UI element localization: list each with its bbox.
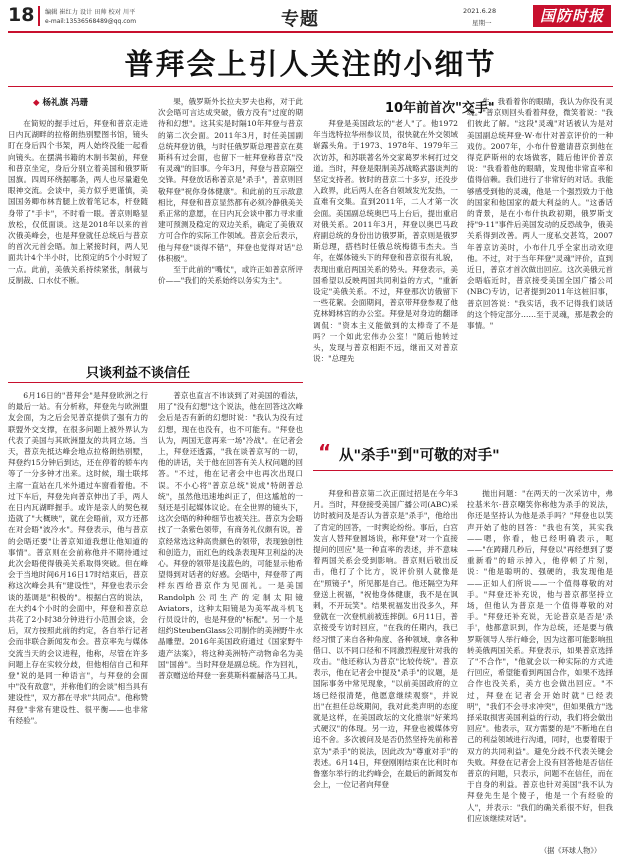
newspaper-masthead-logo: 国防时报 <box>533 5 611 27</box>
subheading-interests: 只谈利益不谈信任 <box>86 366 191 381</box>
quote-icon: “ <box>318 440 332 464</box>
subheading-rule <box>313 470 613 471</box>
source-signature: （据《环球人物》） <box>540 846 602 855</box>
article-headline: 普拜会上引人关注的小细节 <box>124 47 497 81</box>
subheading-killer-to-rival: 从"杀手"到"可敬的对手" <box>339 448 500 464</box>
article-column-4-bottom <box>467 488 613 858</box>
subheading-first-encounter: 10年前首次"交手" <box>385 101 495 116</box>
issue-date: 2021.6.28 <box>463 7 497 15</box>
subheading-rule <box>8 382 303 383</box>
editor-credits: 编辑 崔红力 设计 田帅 校对 川平 <box>45 9 136 16</box>
paragraph: 拜登是美国政坛的"老人"了。他1972年当选特拉华州参议员，很快就在外交领域崭露头角。于1973、1978年、1979年三次访苏，和苏联著名外交家葛罗米柯打过交道。当时，拜登是限制美苏战略武器谈判的坚定支持者。彼时的普京二十多岁，还没步入政界，此后两人在各自领域发光发热，一直难有交集。直到2011年，二人才第一次会面。美国副总统奥巴马上台后，提出重启对俄关系。2011年3月，拜登以奥巴马政府副总统的身份出访俄罗斯，普京则是俄罗斯总理，搭档时任俄总统梅德韦杰夫。当年，在媒体镜头下的拜登和普京很有礼貌，表现出重启两国关系的势头。拜登表示，美国希望以反映两国共同利益的方式，"重新设定"美俄关系。不过，拜登那次访俄留下一些花絮。会面期间，普京带拜登参观了他克林姆林宫的办公室。拜登是对身边的翻译调侃："资本主义能做到的太棒奇了不是吗？一个如此宏伟办公室！"随后他转过头，发现与普京相距不远，继而又对普京说："总理先 <box>313 119 458 364</box>
article-column-2-top <box>158 96 303 354</box>
issue-weekday: 星期一 <box>472 19 492 27</box>
byline <box>33 96 88 108</box>
article-column-2-bottom <box>158 390 303 858</box>
header-rule <box>8 31 613 33</box>
article-column-1-top <box>8 118 148 354</box>
page-header <box>0 0 621 44</box>
paragraph: 抛出问题："在两天的一次采访中，弗拉基米尔·普京嘲笑你称他为杀手的说法，你还是坚持认为他是杀手吗？"拜登也以笑声开始了他的回答："我也有笑，其实我——嗯，你看，他已经明确表示，呃——"在踌躇几秒后，拜登以"再经想到了要重新看"的暗示掉入，他停顿了片刻，说："他是聪明的、强硬的，我发现他是——正如人们所说——一个值得尊敬的对手。"拜登还补充说，他与普京都坚持立场，但他认为普京是一个值得尊敬的对手。"拜登还补充说，无论普京是否是'杀手'，他都意识到，作为总统，还是要与俄罗斯领导人举行峰会，因为这都可能影响扭转美俄两国关系。拜登表示，如果普京选择了"不合作"，"他就会以一种实际的方式进行回应，希望能看到两国合作，如果不选择合作也没关系，美方也会做出回应。"不过，拜登在记者会开始时就"已经表明"，"我们不会寻求冲突"，但如果俄方"选择采取损害美国利益的行动，我们将会做出回应"。他表示，双方需要的是"不断地在自己的利益领域进行沟通，同时，也要着眼于双方的共同利益"。避免分歧不代表关键会失败。拜登在记者会上没有回答他是否信任普京的问题，只表示，问题不在信任，而在于自身的利益。普京也针对美国"我不认为拜登先生是个傻子，他是一个有经验的人"，并表示："我们的确关系很不好，但我们应该继续对话"。 <box>467 489 613 823</box>
byline-authors: 杨礼旗 冯珊 <box>42 98 89 108</box>
paragraph: 果，俄罗斯外长拉夫罗夫也称，对于此次会晤可言达成突破，俄方没有"过度的期待和幻想"。这其实是时隔10年拜登与普京的第二次会面。2011年3月，时任美国副总统拜登访俄，与时任俄罗斯总理普京在莫斯科有过会面，也留下一桩拜登称普京"没有灵魂"的旧事。今年3月，拜登与普京隔空交锋。拜登放话称普京是"杀手"，普京则回敬拜登"祝你身体健康"。和此前的互示敌意相比，拜登和普京显然都有必须冷静俄美关系正常的意愿，在日内瓦会谈中都力寻求重建可预测及稳定的双边关系，确定了美俄双方可合作的实际工作领域。普京会后表示，他与拜登"谈得不错"，拜登也觉得对话"总体积极"。 <box>158 97 303 263</box>
paragraph: 至于此前的"嘴仗"，或许正如普京所评价——"我们的关系始终以务实为主"。 <box>158 265 303 286</box>
diamond-icon: ◆ <box>33 98 40 108</box>
paragraph: 拜登和普京第二次正面过招是在今年3月。当时，拜登接受美国广播公司(ABC)采访时被问及是否认为普京是"杀手"，他给出了肯定的回答，一时舆论纷纷。事后，白宫发言人替拜登圆场说，称拜登"对一个直接提问的回应"是一种直率的表述，并不意味着两国关系会受到影响。普京则后敬出反击，他打了个比方，说评价别人就像是在"照镜子"，所见都是自己。他还隔空为拜登送上祝福，"祝他身体健康，我不是在讽刺，不开玩笑"。结果祝福发出没多久，拜登就在一次登机前被连摔倒。6月11日，普京接受专访时回应，"在我的任期内，我已经习惯了来自各种角度、各种领域、拿各种借口、以不同口径和不同激烈程度针对我的攻击。"他还称认为普京"比较传统"。普京表示，他在记者会中提及"杀手"的议题，是国际事务中常见现象，"以前美国政府的立场已经很清楚，他愿意继续观察"，并说出"在担任总统期间，我对此类声明的态度就是这样，在美国政坛的文化推崇"好莱坞式硬汉"的体现。另一边，拜登也被媒体穷追不舍。多次被问及是否仍然坚持先前称普京为"杀手"的说法，因此改为"尊重对手"的表述。6月14日，拜登刚刚结束在比利时布鲁塞尔举行的北约峰会，在最后的新闻发布会上，一位记者向拜登 <box>313 489 458 790</box>
article-column-3-bottom <box>313 488 458 858</box>
paragraph: 生，我看着你的眼睛，我认为你没有灵魂。"普京则回头看着拜登，微笑着说："我们彼此了解。"这段"灵魂"对话被认为是对美国副总统拜登·W·布什对普京评价的一种戏仿。2007年，小布什曾邀请普京到他在得克萨斯州的农场做客，随后他评价普京说："我看着他的眼睛，发现他非常直率和值得信赖。我们进行了非常好的对话。我能够感受到他的灵魂，他是一个强烈致力于他的国家和他国家的最大利益的人。"这番话的背景，是在小布什执政初期，俄罗斯支持"9·11"事件后美国发动的反恐战争，俄美关系得到改善。两人一度私交甚笃，2007年普京访美时，小布什几乎全家出动欢迎他。不过，对于当年拜登"灵魂"评价，直到近日，普京才首次做出回应。这次美俄元首会晤临近时，普京接受美国全国广播公司(NBC)专访，记者提到2011年这桩旧事，普京回答说："我实话，我不记得我们谈话的这个特定部分……至于灵魂，那是教会的事情。" <box>467 97 613 331</box>
paragraph: 6月16日的"普拜会"是拜登欧洲之行的最后一站。有分析称，拜登先与欧洲盟友会面，为之后会见普京提供了强有力的联盟外交支撑，在很多问题上被外界认为代表了美国与其欧洲盟友的共同立场。当天，普京先抵达峰会地点拉格朗热别墅，拜登约15分钟后到达，还在停着的轿车内等了一分多钟才出来。这时候，瑞士联邦主席一直站在几米外通过车窗看着他。不过下车后，拜登先向普京伸出了手，两人在日内瓦湖畔握手。或许是亲人的契色视造就了"大概映"，就在会晤前，双方还都在对会晤"波冷水"。拜登表示，他与普京的会晤还要"让普京知道我想让他知道的事情"。普京则在会前称他并不期待通过此次会晤使得俄美关系取得突破。但在峰会于当地时间6月16日17时结束后，普京称这次峰会具有"建设性"，拜登也表示会谈的基调是"积极的"。根据白宫的说法，在大约4个小时的会面中，拜登和普京总共花了2小时38分钟进行小范围会谈，会后，双方按照此前的约定，各自举行记者会而非联合新闻发布会。普京率先与媒体交流当天的会议进程，他称，尽管在许多问题上存在实较分歧，但他相信自己和拜登"说的是同一种语言"，与拜登的会面中"没有敌意"，并称他们的会谈"相当具有建设性"，双方都在寻求"共同点"。他称赞拜登"非常有建设性、很平衡——也非常有经验"。 <box>8 391 148 725</box>
page-number: 18 <box>8 4 35 26</box>
editor-email: e-mail:13536568489@qq.com <box>45 18 137 25</box>
article-column-4-top <box>467 96 613 418</box>
section-title: 专题 <box>281 9 319 30</box>
paragraph: 普京也直言不讳谈到了对美国的看法，用了"没有幻想"这个说法，他在回答这次峰会后是否有新的幻想时说："我认为没有过幻想，现在也没有，也不可能有。"拜登也认为，两国无意再来一场"冷战"。在记者会上，拜登还透露，"我在谈普京写的一切，他的讲话，关于他在回答有关人权问题的回答。"不过，他在记者会中也再次出现口误。不小心将"普京总统"说成"特朗普总统"，虽然他迅速地纠正了，但这尴尬的一刻还是引起媒体议论。在全世界的镜头下，这次会晤的种种细节也被关注。普京为会晤找了一条紫色领带，有商务礼仪颇有说，普京经常选这种高贵颜色的领带，表现独创性和创造力，而红色的线条表现拜卫利益的决心。拜登的领带是浅蓝色的，可能显示他希望得到对话者的好感。会晤中，拜登带了两样东西给普京作为见面礼。一是美国Randolph公司生产的定制太阳镜Aviators，这种太阳镜是为美军战斗机飞行员设计的，也是拜登的"标配"。另一个是纽约SteubenGlass公司制作的美洲野牛水晶雕塑。2016年美国政府通过《国家野牛遗产法案》，将这种美洲特产动物命名为美国"国兽"。当时拜登是副总统。作为回礼，普京赠送给拜登一套莫斯科霍赫洛马工具。 <box>158 391 303 681</box>
article-column-3-top <box>313 118 458 418</box>
article-column-1-bottom <box>8 390 148 858</box>
header-divider <box>38 6 40 26</box>
headline-rule <box>8 86 613 87</box>
paragraph: 在简短的握手过后，拜登和普京走进日内瓦湖畔的拉格朗热别墅图书馆，镜头盯在身后四个书架，两人始终没能一起看向镜头。在摆满书籍的木制书架前，拜登和普京坐定，身后分别立着美国和俄罗斯国旗。四周环绕据哪条，两人也尽量避免眼神交流。会谈中，美方似乎更谨慎，美国国务卿布林肯腿上放着笔记本，杆登随身带了"手卡"，不时看一眼。普京则略显放松，仅低面谈。这是2018年以来的首次俄美峰会，也是拜登就任总统后与普京的首次元首会晤。加上紧接时间，两人见面共计4个半小时，比预定的5个小时短了一点。此前，美俄关系持续紧张，制裁与反制裁、口水仗不断。 <box>8 119 148 285</box>
